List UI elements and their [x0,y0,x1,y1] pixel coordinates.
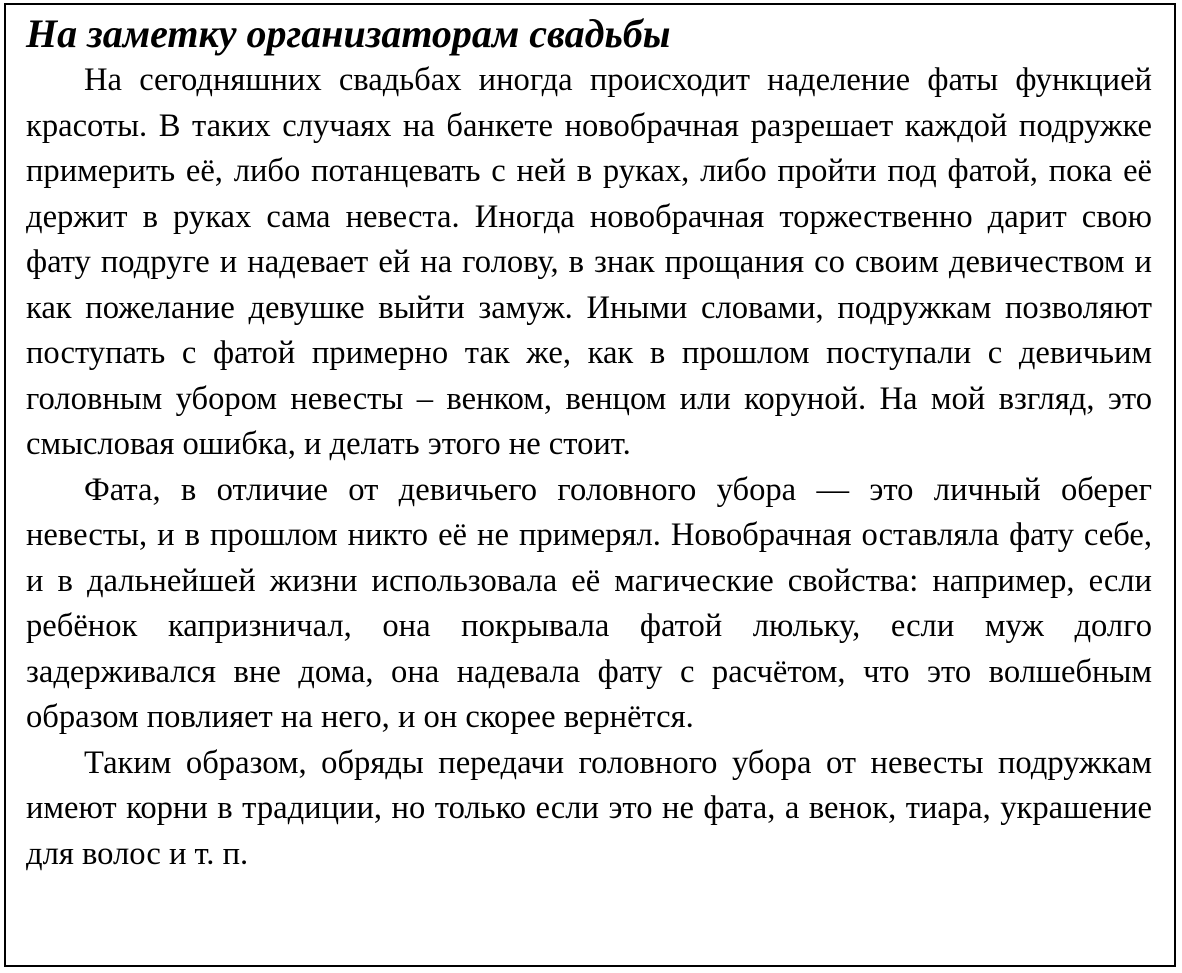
paragraph-3: Таким образом, обряды передачи головного убора от невесты подружкам имеют корни в традиции, но только если это не фата, а венок, тиара, украшение для волос и т. п. [26,744,1152,872]
paragraph-1: На сегодняшних свадьбах иногда происходит наделение фаты функцией красоты. В таких случаях на банкете новобрачная разрешает каждой подружке примерить её, либо потанцевать с ней в руках, либо пройти под фатой, пока её держит в руках сама невеста. Иногда новобрачная торжественно дарит свою фату подруге и надевает ей на голову, в знак прощания со своим девичеством и как пожелание девушке выйти замуж. Иными словами, подружкам позволяют поступать с фатой примерно так же, как в прошлом поступали с девичьим головным убором невесты – венком, венцом или коруной. На мой взгляд, это смысловая ошибка, и делать этого не стоит. [26,62,1152,462]
paragraph-2: Фата, в отличие от девичьего головного убора — это личный оберег невесты, и в прошлом никто её не примерял. Новобрачная оставляла фату себе, и в дальнейшей жизни использовала её магические свойства: например, если ребёнок капризничал, она покрывала фатой люльку, если муж долго задерживался вне дома, она надевала фату с расчётом, что это волшебным образом повлияет на него, и он скорее вернётся. [26,471,1152,735]
document-frame [4,3,1176,967]
document-title: На заметку организаторам свадьбы [26,11,671,56]
